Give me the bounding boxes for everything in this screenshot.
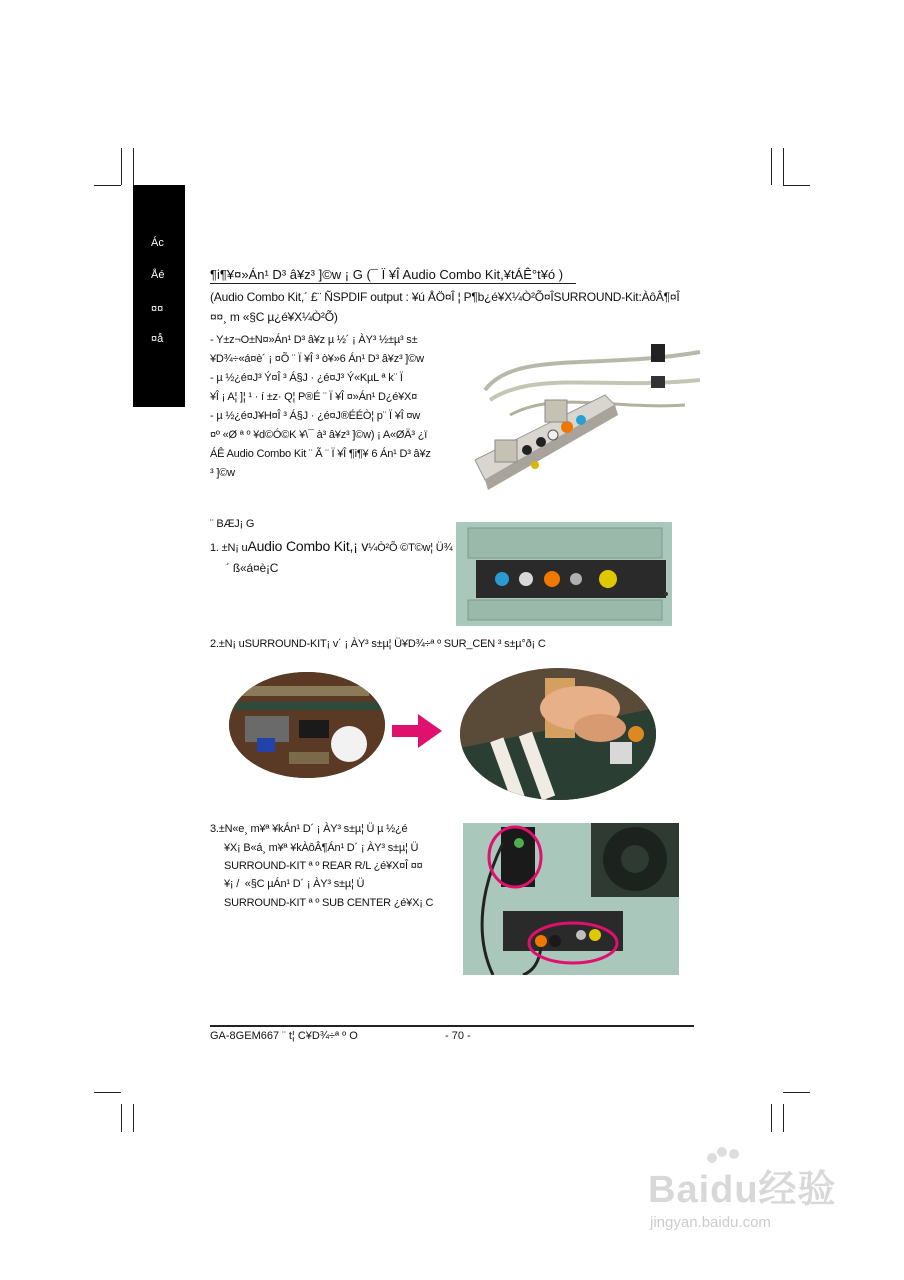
page-number: - 70 -	[445, 1030, 471, 1042]
note-line: - µ ½¿é¤J³ Ý¤Î ³ Á§J · ¿é¤J³ Ý«KµL ª k¨ Ï	[210, 372, 403, 384]
step-1-line2: ´ ß«á¤è¡C	[226, 561, 279, 575]
note-line: - µ ½¿é¤J¥H¤Î ³ Á§J · ¿é¤J®ÉÉÒ¦ p¨ Ï ¥Î ¤w	[210, 410, 421, 422]
crop-mark	[771, 1104, 772, 1132]
footer-model: GA-8GEM667 ¨ t¦ C¥D¾÷ª º O	[210, 1030, 358, 1042]
step-3-line: ¥X¡ B«á¸ m¥ª ¥kÀôÂ¶Án¹ D´ ¡ ÀY³ s±µ¦ Ü	[224, 842, 419, 854]
crop-mark	[783, 1104, 784, 1132]
step-2: 2.±N¡ uSURROUND-KIT¡ v´ ¡ ÀY³ s±µ¦ Ü¥D¾÷ª º SUR_CEN ³ s±µ°ð¡ C	[210, 638, 546, 650]
watermark-url: jingyan.baidu.com	[650, 1214, 771, 1231]
note-line: ¥Î ¡ A¦ ]¦ ¹ · í ±z· Q¦ P®É ¨ Ï ¥Î ¤»Án¹ D¿é¥X¤	[210, 391, 418, 403]
baidu-jingyan-logo: Baidu经验	[648, 1169, 837, 1211]
step-3-line: SURROUND-KIT ª º REAR R/L ¿é¥X¤Î ¤¤	[224, 860, 423, 872]
arrow-icon	[392, 714, 442, 753]
intro-line: (Audio Combo Kit,´ £¨ ÑSPDIF output : ¥ú ÅÖ¤Î ¦ P¶b¿é¥X¼Ò²Õ¤ÎSURROUND-Kit:ÀôÂ¶¤Î	[210, 290, 680, 304]
note-line: - Y±z¬O±N¤»Án¹ D³ â¥z µ ½´ ¡ ÀY³ ½±µ³ s±	[210, 334, 418, 346]
heading-underline	[210, 283, 576, 284]
intro-line: ¤¤¸ m «§C µ¿é¥X¼Ò²Õ)	[210, 310, 338, 324]
crop-mark	[783, 185, 810, 186]
crop-mark	[771, 148, 772, 185]
crop-mark	[783, 148, 784, 185]
step-1-prefix: 1. ±N¡ u	[210, 542, 248, 554]
note-line: ¥D¾÷«á¤è´ ¡ ¤Õ ¨ Ï ¥Î ³ ò¥»6 Án¹ D³ â¥z³ ]©w	[210, 353, 424, 365]
note-line: ³ ]©w	[210, 467, 235, 479]
note-line: ÁÊ Audio Combo Kit ¨ Ã ¨ Ï ¥Î ¶i¶¥ 6 Án¹ D³ â¥z	[210, 448, 431, 460]
motherboard-header-photo	[229, 672, 385, 778]
steps-label: ¨ BÆJ¡ G	[210, 518, 255, 530]
plugging-cable-photo	[460, 668, 656, 800]
crop-mark	[94, 1092, 121, 1093]
step-1-product: Audio Combo Kit,¡ v	[247, 538, 369, 554]
step-1-rest: ¼Ò²Õ ©T©w¦ Ü¾	[368, 542, 453, 554]
audio-combo-kit-photo	[455, 330, 705, 498]
language-tab	[133, 185, 185, 407]
section-heading: ¶i¶¥¤»Án¹ D³ â¥z³ ]©w ¡ G (¯ Ï ¥Î Audio Combo Kit,¥tÁÊ°t¥ó )	[210, 267, 564, 282]
step-1	[210, 539, 452, 555]
crop-mark	[121, 148, 122, 185]
step-3-line: 3.±N«e¸ m¥ª ¥kÁn¹ D´ ¡ ÀY³ s±µ¦ Ü µ ½¿é	[210, 823, 408, 835]
crop-mark	[783, 1092, 810, 1093]
tab-char: ¤å	[151, 333, 164, 345]
crop-mark	[133, 148, 134, 185]
step-3-line: ¥¡ / «§C µÁn¹ D´ ¡ ÀY³ s±µ¦ Ü	[224, 878, 365, 890]
crop-mark	[121, 1104, 122, 1132]
step-3-line: SURROUND-KIT ª º SUB CENTER ¿é¥X¡ C	[224, 897, 434, 909]
crop-mark	[133, 1104, 134, 1132]
crop-mark	[94, 185, 121, 186]
footer-rule	[210, 1025, 694, 1027]
tab-char: ¤¤	[151, 303, 164, 315]
installed-bracket-photo	[456, 522, 672, 626]
tab-char: Ác	[151, 237, 164, 249]
note-line: ¤º «Ø ª º ¥d©Ó©K ¥\¯ à³ â¥z³ ]©w) ¡ A«ØÄ³ ¿ï	[210, 429, 428, 441]
tab-char: Åé	[151, 269, 165, 281]
rear-panel-connection-photo	[463, 823, 679, 975]
